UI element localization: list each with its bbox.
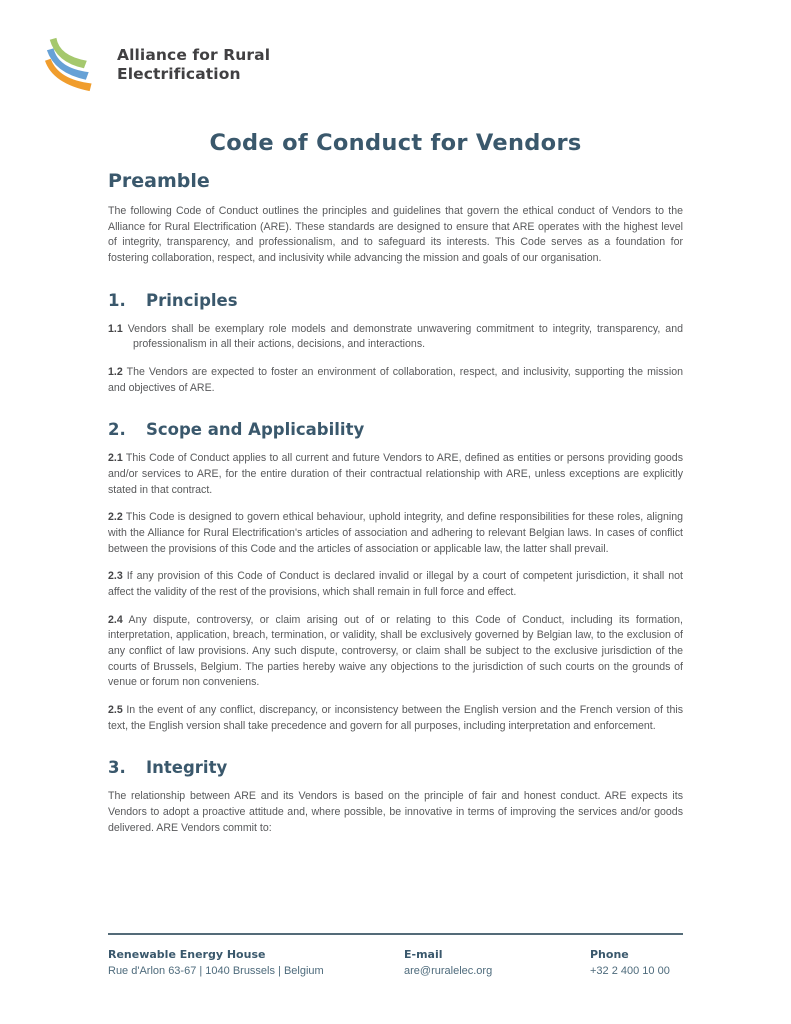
section-3-number: 3. — [108, 758, 126, 778]
footer-address-name: Renewable Energy House — [108, 948, 266, 961]
brand-line2: Electrification — [117, 64, 241, 83]
section-2-number: 2. — [108, 420, 126, 440]
clause-2-4-number: 2.4 — [108, 613, 123, 626]
clause-2-1-number: 2.1 — [108, 452, 123, 465]
are-logo — [45, 36, 270, 93]
clause-2-3-number: 2.3 — [108, 570, 123, 583]
section-1-heading — [108, 291, 683, 310]
section-1-number: 1. — [108, 290, 126, 310]
footer-email-label: E-mail — [404, 948, 443, 961]
clause-1-2-text: The Vendors are expected to foster an environment of collaboration, respect, and inclusivity, supporting the mission and objectives of ARE. — [108, 366, 683, 394]
clause-1-2-number: 1.2 — [108, 366, 123, 379]
clause-2-2 — [108, 510, 683, 557]
clause-2-2-number: 2.2 — [108, 511, 123, 524]
section-1-title: Principles — [146, 290, 238, 310]
footer-phone — [590, 946, 683, 980]
clause-2-4 — [108, 613, 683, 691]
clause-2-3 — [108, 569, 683, 600]
clause-2-5-text: In the event of any conflict, discrepancy, or inconsistency between the English version and the French version of this text, the English version shall take precedence and govern for all purposes, including interpretation and enforcement. — [108, 704, 683, 732]
section-2-title: Scope and Applicability — [146, 420, 365, 440]
clause-2-4-text: Any dispute, controversy, or claim arising out of or relating to this Code of Conduct, including its formation, interpretation, application, breach, termination, or validity, shall be exclusively governed by Belgian law, to the exclusion of any conflict of law provisions. Any such dispute, controversy, or claim shall be subject to the exclusive jurisdiction of the courts of Brussels, Belgium. The parties hereby waive any objections to the jurisdiction of such courts on the grounds of venue or forum non conveniens. — [108, 613, 684, 689]
section-3-title: Integrity — [146, 758, 228, 778]
clause-1-1 — [108, 322, 683, 353]
clause-2-3-text: If any provision of this Code of Conduct is declared invalid or illegal by a court of competent jurisdiction, it shall not affect the validity of the rest of the provisions, which shall remain in full force and effect. — [108, 570, 683, 599]
page-footer — [108, 933, 683, 980]
clause-2-5 — [108, 703, 683, 734]
clause-2-1 — [108, 451, 683, 498]
document-body — [108, 130, 683, 836]
clause-1-1-text: Vendors shall be exemplary role models and demonstrate unwavering commitment to integrity, transparency, and professionalism in all their actions, decisions, and interactions. — [127, 322, 683, 351]
clause-1-1-number: 1.1 — [108, 322, 123, 335]
section-2-heading — [108, 420, 683, 439]
section-3-intro: The relationship between ARE and its Vendors is based on the principle of fair and honest conduct. ARE expects its Vendors to adopt a proactive attitude and, where possible, be innovative in terms of improving the services and/or goods delivered. ARE Vendors commit to: — [108, 790, 683, 834]
footer-address — [108, 946, 404, 980]
brand-line1: Alliance for Rural — [117, 45, 271, 64]
footer-address-line: Rue d'Arlon 63-67 | 1040 Brussels | Belgium — [108, 965, 324, 978]
clause-1-2 — [108, 365, 683, 396]
footer-phone-value: +32 2 400 10 00 — [590, 965, 670, 978]
clause-2-2-text: This Code is designed to govern ethical behaviour, uphold integrity, and define responsibilities for these roles, aligning with the Alliance for Rural Electrification's articles of association and adhering to relevant Belgian laws. In cases of conflict between the provisions of this Code and the articles of association or applicable law, the latter shall prevail. — [108, 511, 683, 555]
are-swoosh-icon — [45, 36, 102, 93]
footer-email-value: are@ruralelec.org — [404, 965, 493, 978]
preamble-text: The following Code of Conduct outlines the principles and guidelines that govern the ethical conduct of Vendors to the Alliance for Rural Electrification (ARE). These standards are designed to ensure that ARE operates with the highest level of integrity, transparency, and professionalism, and to safeguard its interests. This Code serves as a foundation for fostering collaboration, respect, and inclusivity while advancing the mission and goals of our organisation. — [108, 205, 683, 265]
clause-2-1-text: This Code of Conduct applies to all current and future Vendors to ARE, defined as entities or persons providing goods and/or services to ARE, for the entire duration of their contractual relationship with ARE, unless exceptions are explicitly stated in that contract. — [108, 452, 683, 496]
section-3-heading — [108, 758, 683, 777]
clause-2-5-number: 2.5 — [108, 704, 123, 717]
footer-email — [404, 946, 590, 980]
footer-phone-label: Phone — [590, 948, 629, 961]
document-title: Code of Conduct for Vendors — [209, 130, 582, 156]
brand-name — [117, 46, 270, 84]
preamble-heading: Preamble — [108, 170, 210, 192]
